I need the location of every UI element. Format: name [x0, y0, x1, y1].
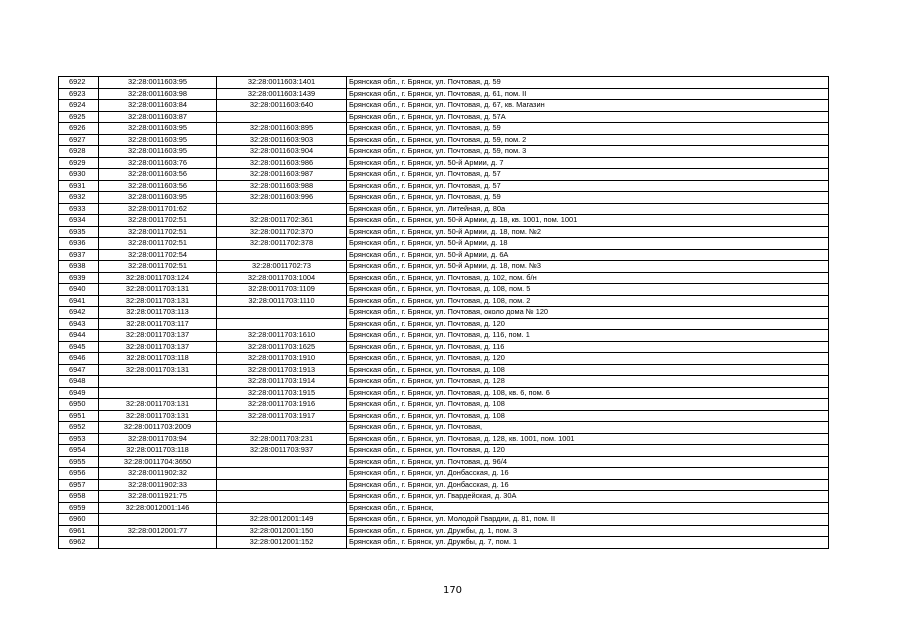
object-number-cell: 32:28:0011702:73 — [217, 261, 347, 273]
table-row — [59, 537, 829, 549]
object-number-cell: 32:28:0011703:1109 — [217, 284, 347, 296]
parcel-number-cell: 32:28:0011703:118 — [99, 445, 217, 457]
address-cell: Брянская обл., г. Брянск, ул. Почтовая, д. 67, кв. Магазин — [347, 100, 829, 112]
address-cell: Брянская обл., г. Брянск, ул. Почтовая, д. 59, пом. 3 — [347, 146, 829, 158]
parcel-number-cell: 32:28:0011702:51 — [99, 261, 217, 273]
parcel-number-cell: 32:28:0011702:51 — [99, 226, 217, 238]
object-number-cell — [217, 468, 347, 480]
address-cell: Брянская обл., г. Брянск, ул. 50-й Армии, д. 18, кв. 1001, пом. 1001 — [347, 215, 829, 227]
row-number-cell: 6948 — [59, 376, 99, 388]
row-number-cell: 6923 — [59, 88, 99, 100]
address-cell: Брянская обл., г. Брянск, ул. 50-й Армии, д. 18 — [347, 238, 829, 250]
row-number-cell: 6927 — [59, 134, 99, 146]
table-row — [59, 456, 829, 468]
address-cell: Брянская обл., г. Брянск, ул. Почтовая, д. 128, кв. 1001, пом. 1001 — [347, 433, 829, 445]
parcel-number-cell: 32:28:0011603:76 — [99, 157, 217, 169]
object-number-cell: 32:28:0011703:1914 — [217, 376, 347, 388]
table-body — [59, 77, 829, 549]
object-number-cell — [217, 111, 347, 123]
table-row — [59, 433, 829, 445]
object-number-cell: 32:28:0011603:1439 — [217, 88, 347, 100]
table-row — [59, 422, 829, 434]
object-number-cell: 32:28:0011703:1625 — [217, 341, 347, 353]
address-cell: Брянская обл., г. Брянск, ул. Почтовая, д. 116, пом. 1 — [347, 330, 829, 342]
object-number-cell — [217, 249, 347, 261]
address-cell: Брянская обл., г. Брянск, ул. Дружбы, д. 1, пом. 3 — [347, 525, 829, 537]
parcel-number-cell: 32:28:0011603:95 — [99, 146, 217, 158]
address-cell: Брянская обл., г. Брянск, ул. Почтовая, д. 59 — [347, 192, 829, 204]
row-number-cell: 6953 — [59, 433, 99, 445]
table-row — [59, 238, 829, 250]
object-number-cell: 32:28:0011703:1913 — [217, 364, 347, 376]
table-row — [59, 491, 829, 503]
row-number-cell: 6933 — [59, 203, 99, 215]
object-number-cell — [217, 456, 347, 468]
parcel-number-cell: 32:28:0011703:113 — [99, 307, 217, 319]
table-row — [59, 284, 829, 296]
object-number-cell: 32:28:0011703:231 — [217, 433, 347, 445]
row-number-cell: 6940 — [59, 284, 99, 296]
parcel-number-cell: 32:28:0011603:56 — [99, 180, 217, 192]
table-row — [59, 468, 829, 480]
table-row — [59, 100, 829, 112]
object-number-cell: 32:28:0011603:1401 — [217, 77, 347, 89]
parcel-number-cell: 32:28:0011703:124 — [99, 272, 217, 284]
address-cell: Брянская обл., г. Брянск, ул. Почтовая, д. 108 — [347, 410, 829, 422]
table-row — [59, 353, 829, 365]
cadastral-table — [58, 76, 829, 549]
row-number-cell: 6930 — [59, 169, 99, 181]
table-row — [59, 261, 829, 273]
table-row — [59, 215, 829, 227]
object-number-cell — [217, 318, 347, 330]
object-number-cell: 32:28:0011703:1916 — [217, 399, 347, 411]
object-number-cell: 32:28:0012001:152 — [217, 537, 347, 549]
row-number-cell: 6956 — [59, 468, 99, 480]
parcel-number-cell: 32:28:0011703:94 — [99, 433, 217, 445]
object-number-cell: 32:28:0012001:149 — [217, 514, 347, 526]
table-row — [59, 88, 829, 100]
parcel-number-cell: 32:28:0011703:137 — [99, 330, 217, 342]
object-number-cell: 32:28:0011703:1004 — [217, 272, 347, 284]
object-number-cell: 32:28:0011603:895 — [217, 123, 347, 135]
parcel-number-cell: 32:28:0011703:131 — [99, 364, 217, 376]
table-row — [59, 123, 829, 135]
table-row — [59, 295, 829, 307]
parcel-number-cell: 32:28:0011603:95 — [99, 123, 217, 135]
address-cell: Брянская обл., г. Брянск, ул. Почтовая, д. 96/4 — [347, 456, 829, 468]
row-number-cell: 6962 — [59, 537, 99, 549]
row-number-cell: 6937 — [59, 249, 99, 261]
address-cell: Брянская обл., г. Брянск, ул. Донбасская, д. 16 — [347, 479, 829, 491]
address-cell: Брянская обл., г. Брянск, ул. Почтовая, д. 102, пом. б/н — [347, 272, 829, 284]
row-number-cell: 6952 — [59, 422, 99, 434]
object-number-cell: 32:28:0011702:370 — [217, 226, 347, 238]
row-number-cell: 6929 — [59, 157, 99, 169]
row-number-cell: 6922 — [59, 77, 99, 89]
table-row — [59, 445, 829, 457]
parcel-number-cell: 32:28:0011603:95 — [99, 77, 217, 89]
table-row — [59, 169, 829, 181]
object-number-cell — [217, 502, 347, 514]
parcel-number-cell: 32:28:0011703:131 — [99, 399, 217, 411]
row-number-cell: 6955 — [59, 456, 99, 468]
table-row — [59, 134, 829, 146]
parcel-number-cell: 32:28:0011703:131 — [99, 284, 217, 296]
table-row — [59, 376, 829, 388]
address-cell: Брянская обл., г. Брянск, ул. Почтовая, д. 116 — [347, 341, 829, 353]
row-number-cell: 6925 — [59, 111, 99, 123]
row-number-cell: 6939 — [59, 272, 99, 284]
row-number-cell: 6943 — [59, 318, 99, 330]
row-number-cell: 6957 — [59, 479, 99, 491]
address-cell: Брянская обл., г. Брянск, ул. Почтовая, д. 128 — [347, 376, 829, 388]
object-number-cell: 32:28:0011703:937 — [217, 445, 347, 457]
row-number-cell: 6959 — [59, 502, 99, 514]
row-number-cell: 6946 — [59, 353, 99, 365]
address-cell: Брянская обл., г. Брянск, ул. Дружбы, д. 7, пом. 1 — [347, 537, 829, 549]
object-number-cell: 32:28:0011603:987 — [217, 169, 347, 181]
address-cell: Брянская обл., г. Брянск, ул. Почтовая, около дома № 120 — [347, 307, 829, 319]
object-number-cell: 32:28:0011603:996 — [217, 192, 347, 204]
table-row — [59, 364, 829, 376]
parcel-number-cell: 32:28:0011703:2009 — [99, 422, 217, 434]
row-number-cell: 6924 — [59, 100, 99, 112]
address-cell: Брянская обл., г. Брянск, ул. Молодой Гвардии, д. 81, пом. II — [347, 514, 829, 526]
object-number-cell: 32:28:0011603:904 — [217, 146, 347, 158]
table-row — [59, 479, 829, 491]
row-number-cell: 6951 — [59, 410, 99, 422]
row-number-cell: 6944 — [59, 330, 99, 342]
table-row — [59, 77, 829, 89]
parcel-number-cell: 32:28:0011603:56 — [99, 169, 217, 181]
row-number-cell: 6934 — [59, 215, 99, 227]
address-cell: Брянская обл., г. Брянск, ул. Литейная, д. 80а — [347, 203, 829, 215]
parcel-number-cell: 32:28:0011702:54 — [99, 249, 217, 261]
parcel-number-cell: 32:28:0011702:51 — [99, 215, 217, 227]
address-cell: Брянская обл., г. Брянск, ул. Почтовая, д. 61, пом. II — [347, 88, 829, 100]
parcel-number-cell: 32:28:0012001:77 — [99, 525, 217, 537]
parcel-number-cell — [99, 376, 217, 388]
object-number-cell: 32:28:0011703:1110 — [217, 295, 347, 307]
row-number-cell: 6958 — [59, 491, 99, 503]
address-cell: Брянская обл., г. Брянск, ул. Почтовая, д. 108 — [347, 399, 829, 411]
row-number-cell: 6941 — [59, 295, 99, 307]
object-number-cell — [217, 491, 347, 503]
parcel-number-cell — [99, 537, 217, 549]
object-number-cell: 32:28:0011603:640 — [217, 100, 347, 112]
address-cell: Брянская обл., г. Брянск, ул. 50-й Армии, д. 18, пом. №2 — [347, 226, 829, 238]
table-row — [59, 525, 829, 537]
address-cell: Брянская обл., г. Брянск, ул. Гвардейская, д. 30А — [347, 491, 829, 503]
object-number-cell — [217, 479, 347, 491]
object-number-cell: 32:28:0011702:361 — [217, 215, 347, 227]
object-number-cell — [217, 422, 347, 434]
address-cell: Брянская обл., г. Брянск, ул. Почтовая, д. 120 — [347, 353, 829, 365]
table-row — [59, 307, 829, 319]
parcel-number-cell: 32:28:0011703:117 — [99, 318, 217, 330]
address-cell: Брянская обл., г. Брянск, ул. Почтовая, д. 108, пом. 5 — [347, 284, 829, 296]
row-number-cell: 6945 — [59, 341, 99, 353]
table-row — [59, 249, 829, 261]
object-number-cell: 32:28:0011703:1915 — [217, 387, 347, 399]
object-number-cell: 32:28:0011703:1610 — [217, 330, 347, 342]
object-number-cell: 32:28:0011603:986 — [217, 157, 347, 169]
parcel-number-cell: 32:28:0011603:98 — [99, 88, 217, 100]
table-row — [59, 387, 829, 399]
object-number-cell: 32:28:0011603:988 — [217, 180, 347, 192]
row-number-cell: 6932 — [59, 192, 99, 204]
page-number: 170 — [442, 585, 463, 596]
address-cell: Брянская обл., г. Брянск, ул. Почтовая, д. 120 — [347, 318, 829, 330]
row-number-cell: 6950 — [59, 399, 99, 411]
row-number-cell: 6935 — [59, 226, 99, 238]
object-number-cell — [217, 203, 347, 215]
parcel-number-cell: 32:28:0011902:33 — [99, 479, 217, 491]
table-row — [59, 180, 829, 192]
row-number-cell: 6928 — [59, 146, 99, 158]
row-number-cell: 6947 — [59, 364, 99, 376]
parcel-number-cell: 32:28:0011603:95 — [99, 134, 217, 146]
address-cell: Брянская обл., г. Брянск, ул. Почтовая, д. 120 — [347, 445, 829, 457]
address-cell: Брянская обл., г. Брянск, ул. Почтовая, д. 108, пом. 2 — [347, 295, 829, 307]
parcel-number-cell — [99, 387, 217, 399]
table-row — [59, 226, 829, 238]
parcel-number-cell: 32:28:0011603:84 — [99, 100, 217, 112]
address-cell: Брянская обл., г. Брянск, ул. Донбасская, д. 16 — [347, 468, 829, 480]
table-row — [59, 399, 829, 411]
row-number-cell: 6936 — [59, 238, 99, 250]
parcel-number-cell: 32:28:0011921:75 — [99, 491, 217, 503]
parcel-number-cell: 32:28:0011704:3650 — [99, 456, 217, 468]
row-number-cell: 6938 — [59, 261, 99, 273]
address-cell: Брянская обл., г. Брянск, ул. Почтовая, д. 108 — [347, 364, 829, 376]
table-row — [59, 514, 829, 526]
table-row — [59, 502, 829, 514]
parcel-number-cell — [99, 514, 217, 526]
address-cell: Брянская обл., г. Брянск, ул. Почтовая, — [347, 422, 829, 434]
row-number-cell: 6960 — [59, 514, 99, 526]
table-row — [59, 272, 829, 284]
address-cell: Брянская обл., г. Брянск, ул. Почтовая, д. 59 — [347, 123, 829, 135]
row-number-cell: 6926 — [59, 123, 99, 135]
object-number-cell: 32:28:0011603:903 — [217, 134, 347, 146]
object-number-cell: 32:28:0011702:378 — [217, 238, 347, 250]
table-row — [59, 318, 829, 330]
row-number-cell: 6931 — [59, 180, 99, 192]
address-cell: Брянская обл., г. Брянск, ул. 50-й Армии, д. 7 — [347, 157, 829, 169]
address-cell: Брянская обл., г. Брянск, ул. Почтовая, д. 57 — [347, 169, 829, 181]
parcel-number-cell: 32:28:0011703:131 — [99, 410, 217, 422]
row-number-cell: 6942 — [59, 307, 99, 319]
row-number-cell: 6949 — [59, 387, 99, 399]
table-row — [59, 341, 829, 353]
parcel-number-cell: 32:28:0011703:118 — [99, 353, 217, 365]
parcel-number-cell: 32:28:0011902:32 — [99, 468, 217, 480]
parcel-number-cell: 32:28:0011703:131 — [99, 295, 217, 307]
parcel-number-cell: 32:28:0011703:137 — [99, 341, 217, 353]
address-cell: Брянская обл., г. Брянск, — [347, 502, 829, 514]
table-row — [59, 410, 829, 422]
object-number-cell — [217, 307, 347, 319]
object-number-cell: 32:28:0011703:1917 — [217, 410, 347, 422]
parcel-number-cell: 32:28:0011603:87 — [99, 111, 217, 123]
address-cell: Брянская обл., г. Брянск, ул. Почтовая, д. 108, кв. 6, пом. 6 — [347, 387, 829, 399]
table-row — [59, 330, 829, 342]
address-cell: Брянская обл., г. Брянск, ул. 50-й Армии, д. 6А — [347, 249, 829, 261]
object-number-cell: 32:28:0012001:150 — [217, 525, 347, 537]
table-row — [59, 203, 829, 215]
object-number-cell: 32:28:0011703:1910 — [217, 353, 347, 365]
table-row — [59, 157, 829, 169]
parcel-number-cell: 32:28:0011603:95 — [99, 192, 217, 204]
address-cell: Брянская обл., г. Брянск, ул. Почтовая, д. 57 — [347, 180, 829, 192]
parcel-number-cell: 32:28:0011701:62 — [99, 203, 217, 215]
address-cell: Брянская обл., г. Брянск, ул. Почтовая, д. 59 — [347, 77, 829, 89]
row-number-cell: 6954 — [59, 445, 99, 457]
parcel-number-cell: 32:28:0012001:146 — [99, 502, 217, 514]
table-row — [59, 192, 829, 204]
address-cell: Брянская обл., г. Брянск, ул. Почтовая, д. 59, пом. 2 — [347, 134, 829, 146]
table-row — [59, 146, 829, 158]
address-cell: Брянская обл., г. Брянск, ул. 50-й Армии, д. 18, пом. №3 — [347, 261, 829, 273]
address-cell: Брянская обл., г. Брянск, ул. Почтовая, д. 57А — [347, 111, 829, 123]
table-row — [59, 111, 829, 123]
parcel-number-cell: 32:28:0011702:51 — [99, 238, 217, 250]
row-number-cell: 6961 — [59, 525, 99, 537]
